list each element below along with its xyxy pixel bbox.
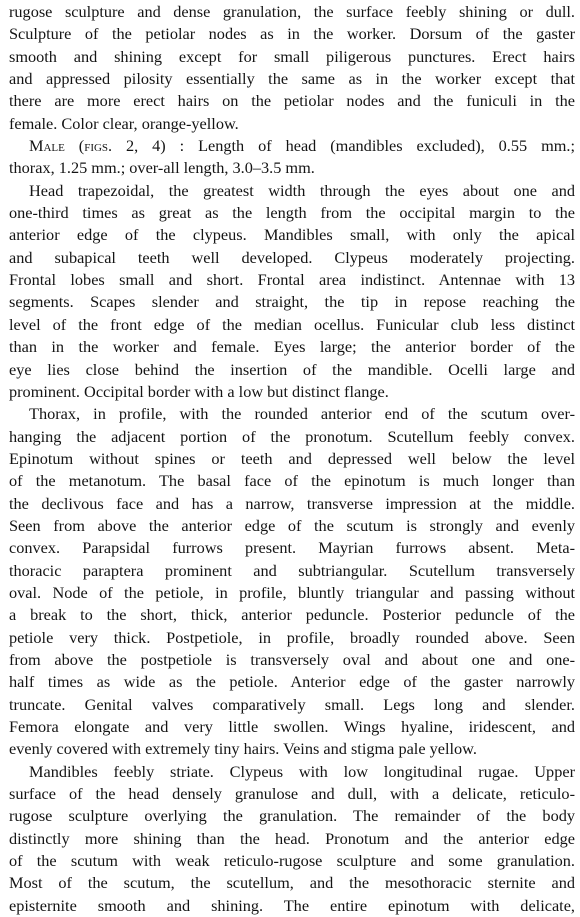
text-line: oval. Node of the petiole, in profile, bluntly triangular and passing without	[9, 582, 575, 602]
text-line: of the metanotum. The basal face of the epinotum is much longer than	[9, 471, 575, 491]
text-line: a break to the short, thick, anterior peduncle. Posterior peduncle of the	[9, 605, 575, 625]
text-line: episternite smooth and shining. The entire epinotum with delicate,	[9, 895, 575, 915]
text-line: level of the front edge of the median ocellus. Funicular club less distinct	[9, 314, 575, 334]
text-line: rugose sculpture overlying the granulation. The remainder of the body	[9, 806, 575, 826]
text-line: half times as wide as the petiole. Anterior edge of the gaster narrowly	[9, 672, 575, 692]
text-line: Epinotum without spines or teeth and depressed well below the level	[9, 448, 575, 468]
text-line: anterior edge of the clypeus. Mandibles small, with only the apical	[9, 225, 575, 245]
text-line: female. Color clear, orange-yellow.	[9, 113, 239, 133]
text-line: one-third times as great as the length from the occipital margin to the	[9, 203, 575, 223]
text-line	[9, 135, 575, 157]
text-line: Mandibles feebly striate. Clypeus with low longitudinal rugae. Upper	[29, 761, 575, 781]
text-line: Thorax, in profile, with the rounded anterior end of the scutum over-	[29, 404, 575, 424]
text-line: Frontal lobes small and short. Frontal area indistinct. Antennae with 13	[9, 270, 575, 290]
text-line: eye lies close behind the insertion of the mandible. Ocelli large and	[9, 359, 575, 379]
text-line: and subapical teeth well developed. Clypeus moderately projecting.	[9, 247, 575, 267]
text-line: than in the worker and female. Eyes large; the anterior border of the	[9, 337, 575, 357]
text-line: the declivous face and has a narrow, transverse impression at the middle.	[9, 493, 575, 513]
text-line: Seen from above the anterior edge of the scutum is strongly and evenly	[9, 515, 575, 535]
text-line: evenly covered with extremely tiny hairs. Veins and stigma pale yellow.	[9, 739, 477, 759]
text-line: Sculpture of the petiolar nodes as in the worker. Dorsum of the gaster	[9, 24, 575, 44]
text-line: there are more erect hairs on the petiolar nodes and the funiculi in the	[9, 91, 575, 111]
section-heading-male: Male	[29, 136, 65, 156]
text-line: prominent. Occipital border with a low but distinct flange.	[9, 381, 389, 401]
text-line: surface of the head densely granulose and dull, with a delicate, reticulo-	[9, 784, 575, 804]
text-line: convex. Parapsidal furrows present. Mayrian furrows absent. Meta-	[9, 538, 575, 558]
paragraph-male-thorax	[9, 403, 575, 761]
text-line: from above the postpetiole is transversely oval and about one and one-	[9, 649, 575, 669]
paragraph-male-measurements	[9, 135, 575, 180]
paragraph-male-sculpture	[9, 761, 575, 917]
text-line: rugose sculpture and dense granulation, the surface feebly shining or dull.	[9, 2, 575, 21]
text-line: distinctly more shining than the head. Pronotum and the anterior edge	[9, 828, 575, 848]
text-line: segments. Scapes slender and straight, the tip in repose reaching the	[9, 292, 575, 312]
text-line: Femora elongate and very little swollen. Wings hyaline, iridescent, and	[9, 717, 575, 736]
text-line: truncate. Genital valves comparatively small. Legs long and slender.	[9, 694, 575, 714]
paragraph-female-sculpture	[9, 1, 575, 135]
document-page	[9, 1, 575, 917]
measurement-text: : Length of head (mandibles excluded), 0.55 mm.;	[179, 136, 575, 156]
text-line: of the scutum with weak reticulo-rugose sculpture and some granulation.	[9, 851, 575, 871]
text-line: Head trapezoidal, the greatest width through the eyes about one and	[29, 180, 575, 200]
text-line: hanging the adjacent portion of the pronotum. Scutellum feebly convex.	[9, 426, 575, 446]
text-line: petiole very thick. Postpetiole, in profile, broadly rounded above. Seen	[9, 627, 575, 647]
paragraph-male-head	[9, 180, 575, 403]
text-line: smooth and shining except for small piligerous punctures. Erect hairs	[9, 46, 575, 66]
figure-reference: (figs. 2, 4)	[78, 136, 166, 156]
text-line: thoracic paraptera prominent and subtriangular. Scutellum transversely	[9, 560, 575, 580]
text-line: Most of the scutum, the scutellum, and the mesothoracic sternite and	[9, 873, 575, 893]
text-line: and appressed pilosity essentially the same as in the worker except that	[9, 69, 575, 89]
text-line: thorax, 1.25 mm.; over-all length, 3.0–3.5 mm.	[9, 158, 315, 178]
